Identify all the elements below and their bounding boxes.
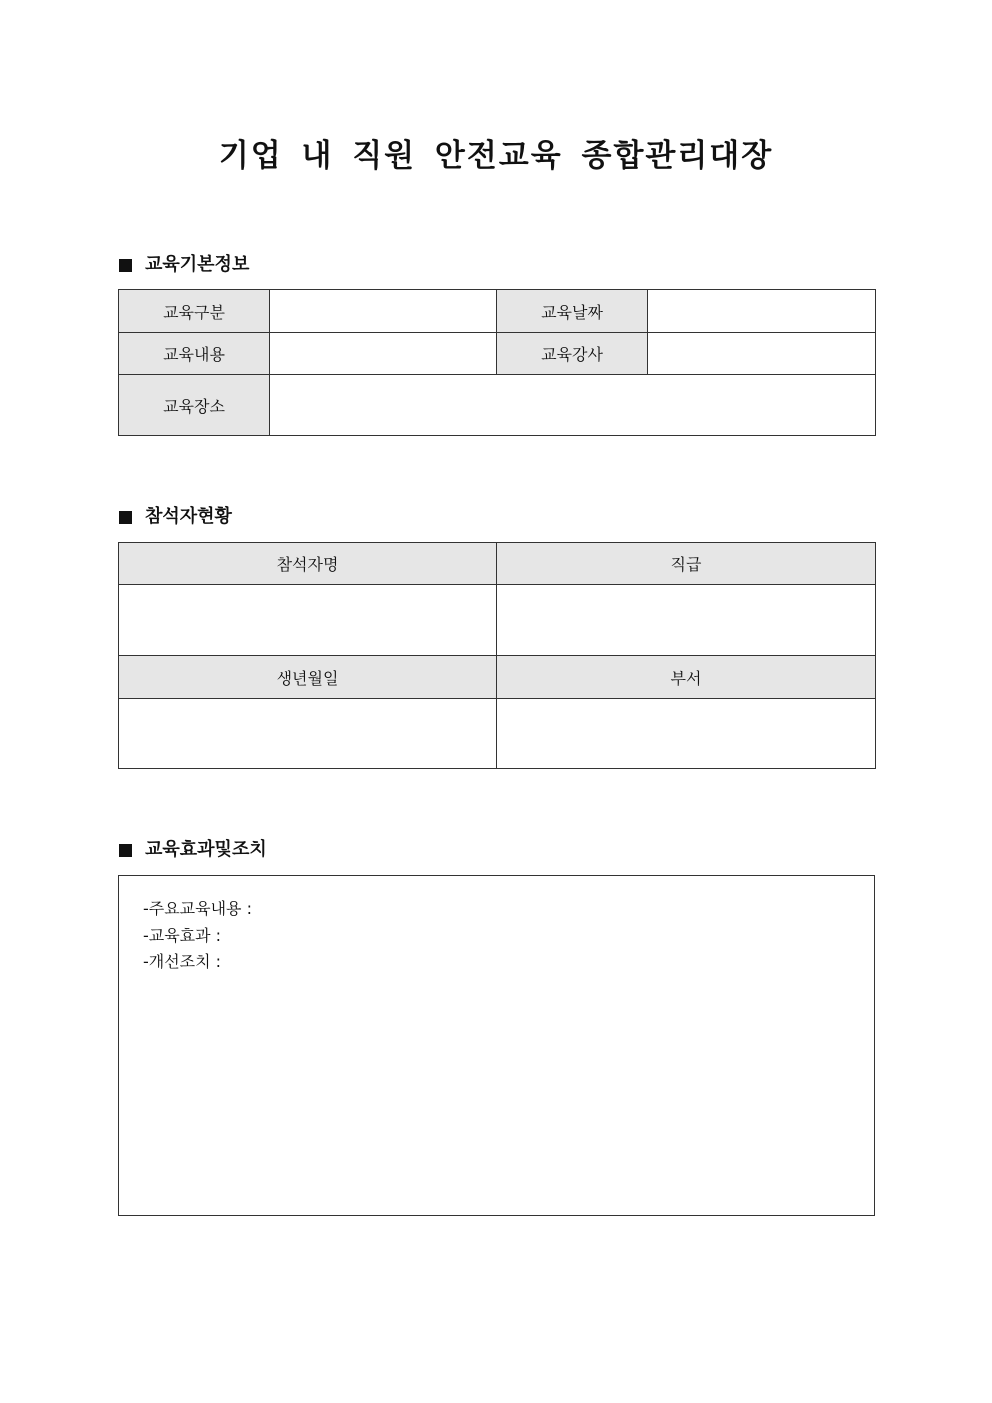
- department-label: 부서: [497, 656, 876, 699]
- black-square-icon: [119, 844, 132, 857]
- education-instructor-label: 교육강사: [497, 333, 648, 375]
- education-date-label: 교육날짜: [497, 290, 648, 333]
- attendee-name-label: 참석자명: [119, 543, 497, 585]
- table-row: [119, 699, 876, 769]
- education-type-label: 교육구분: [119, 290, 270, 333]
- birth-date-field[interactable]: [119, 699, 497, 769]
- department-field[interactable]: [497, 699, 876, 769]
- notes-lines: [143, 896, 252, 976]
- section-heading-label: 교육효과및조치: [145, 839, 267, 860]
- education-content-field[interactable]: [270, 333, 497, 375]
- basic-info-table: [118, 289, 876, 436]
- table-row: [119, 585, 876, 656]
- attendee-name-field[interactable]: [119, 585, 497, 656]
- birth-date-label: 생년월일: [119, 656, 497, 699]
- education-date-field[interactable]: [648, 290, 876, 333]
- table-row: [119, 656, 876, 699]
- education-effects-box[interactable]: [118, 875, 875, 1216]
- section-heading-basic-info: [119, 254, 249, 276]
- black-square-icon: [119, 511, 132, 524]
- section-heading-label: 교육기본정보: [145, 254, 250, 275]
- education-location-field[interactable]: [270, 375, 876, 436]
- education-effect-line: -교육효과 :: [143, 925, 222, 945]
- black-square-icon: [119, 259, 132, 272]
- table-row: [119, 543, 876, 585]
- education-content-label: 교육내용: [119, 333, 270, 375]
- table-row: [119, 290, 876, 333]
- section-heading-attendees: [119, 506, 232, 528]
- main-content-line: -주요교육내용 :: [143, 899, 252, 918]
- education-instructor-field[interactable]: [648, 333, 876, 375]
- section-heading-label: 참석자현황: [145, 506, 232, 527]
- improvement-action-line: -개선조치 :: [143, 952, 222, 971]
- section-heading-effects: [119, 839, 267, 861]
- attendees-table: [118, 542, 876, 769]
- page-title: 기업 내 직원 안전교육 종합관리대장: [218, 138, 774, 174]
- position-field[interactable]: [497, 585, 876, 656]
- education-type-field[interactable]: [270, 290, 497, 333]
- position-label: 직급: [497, 543, 876, 585]
- table-row: [119, 333, 876, 375]
- education-location-label: 교육장소: [119, 375, 270, 436]
- table-row: [119, 375, 876, 436]
